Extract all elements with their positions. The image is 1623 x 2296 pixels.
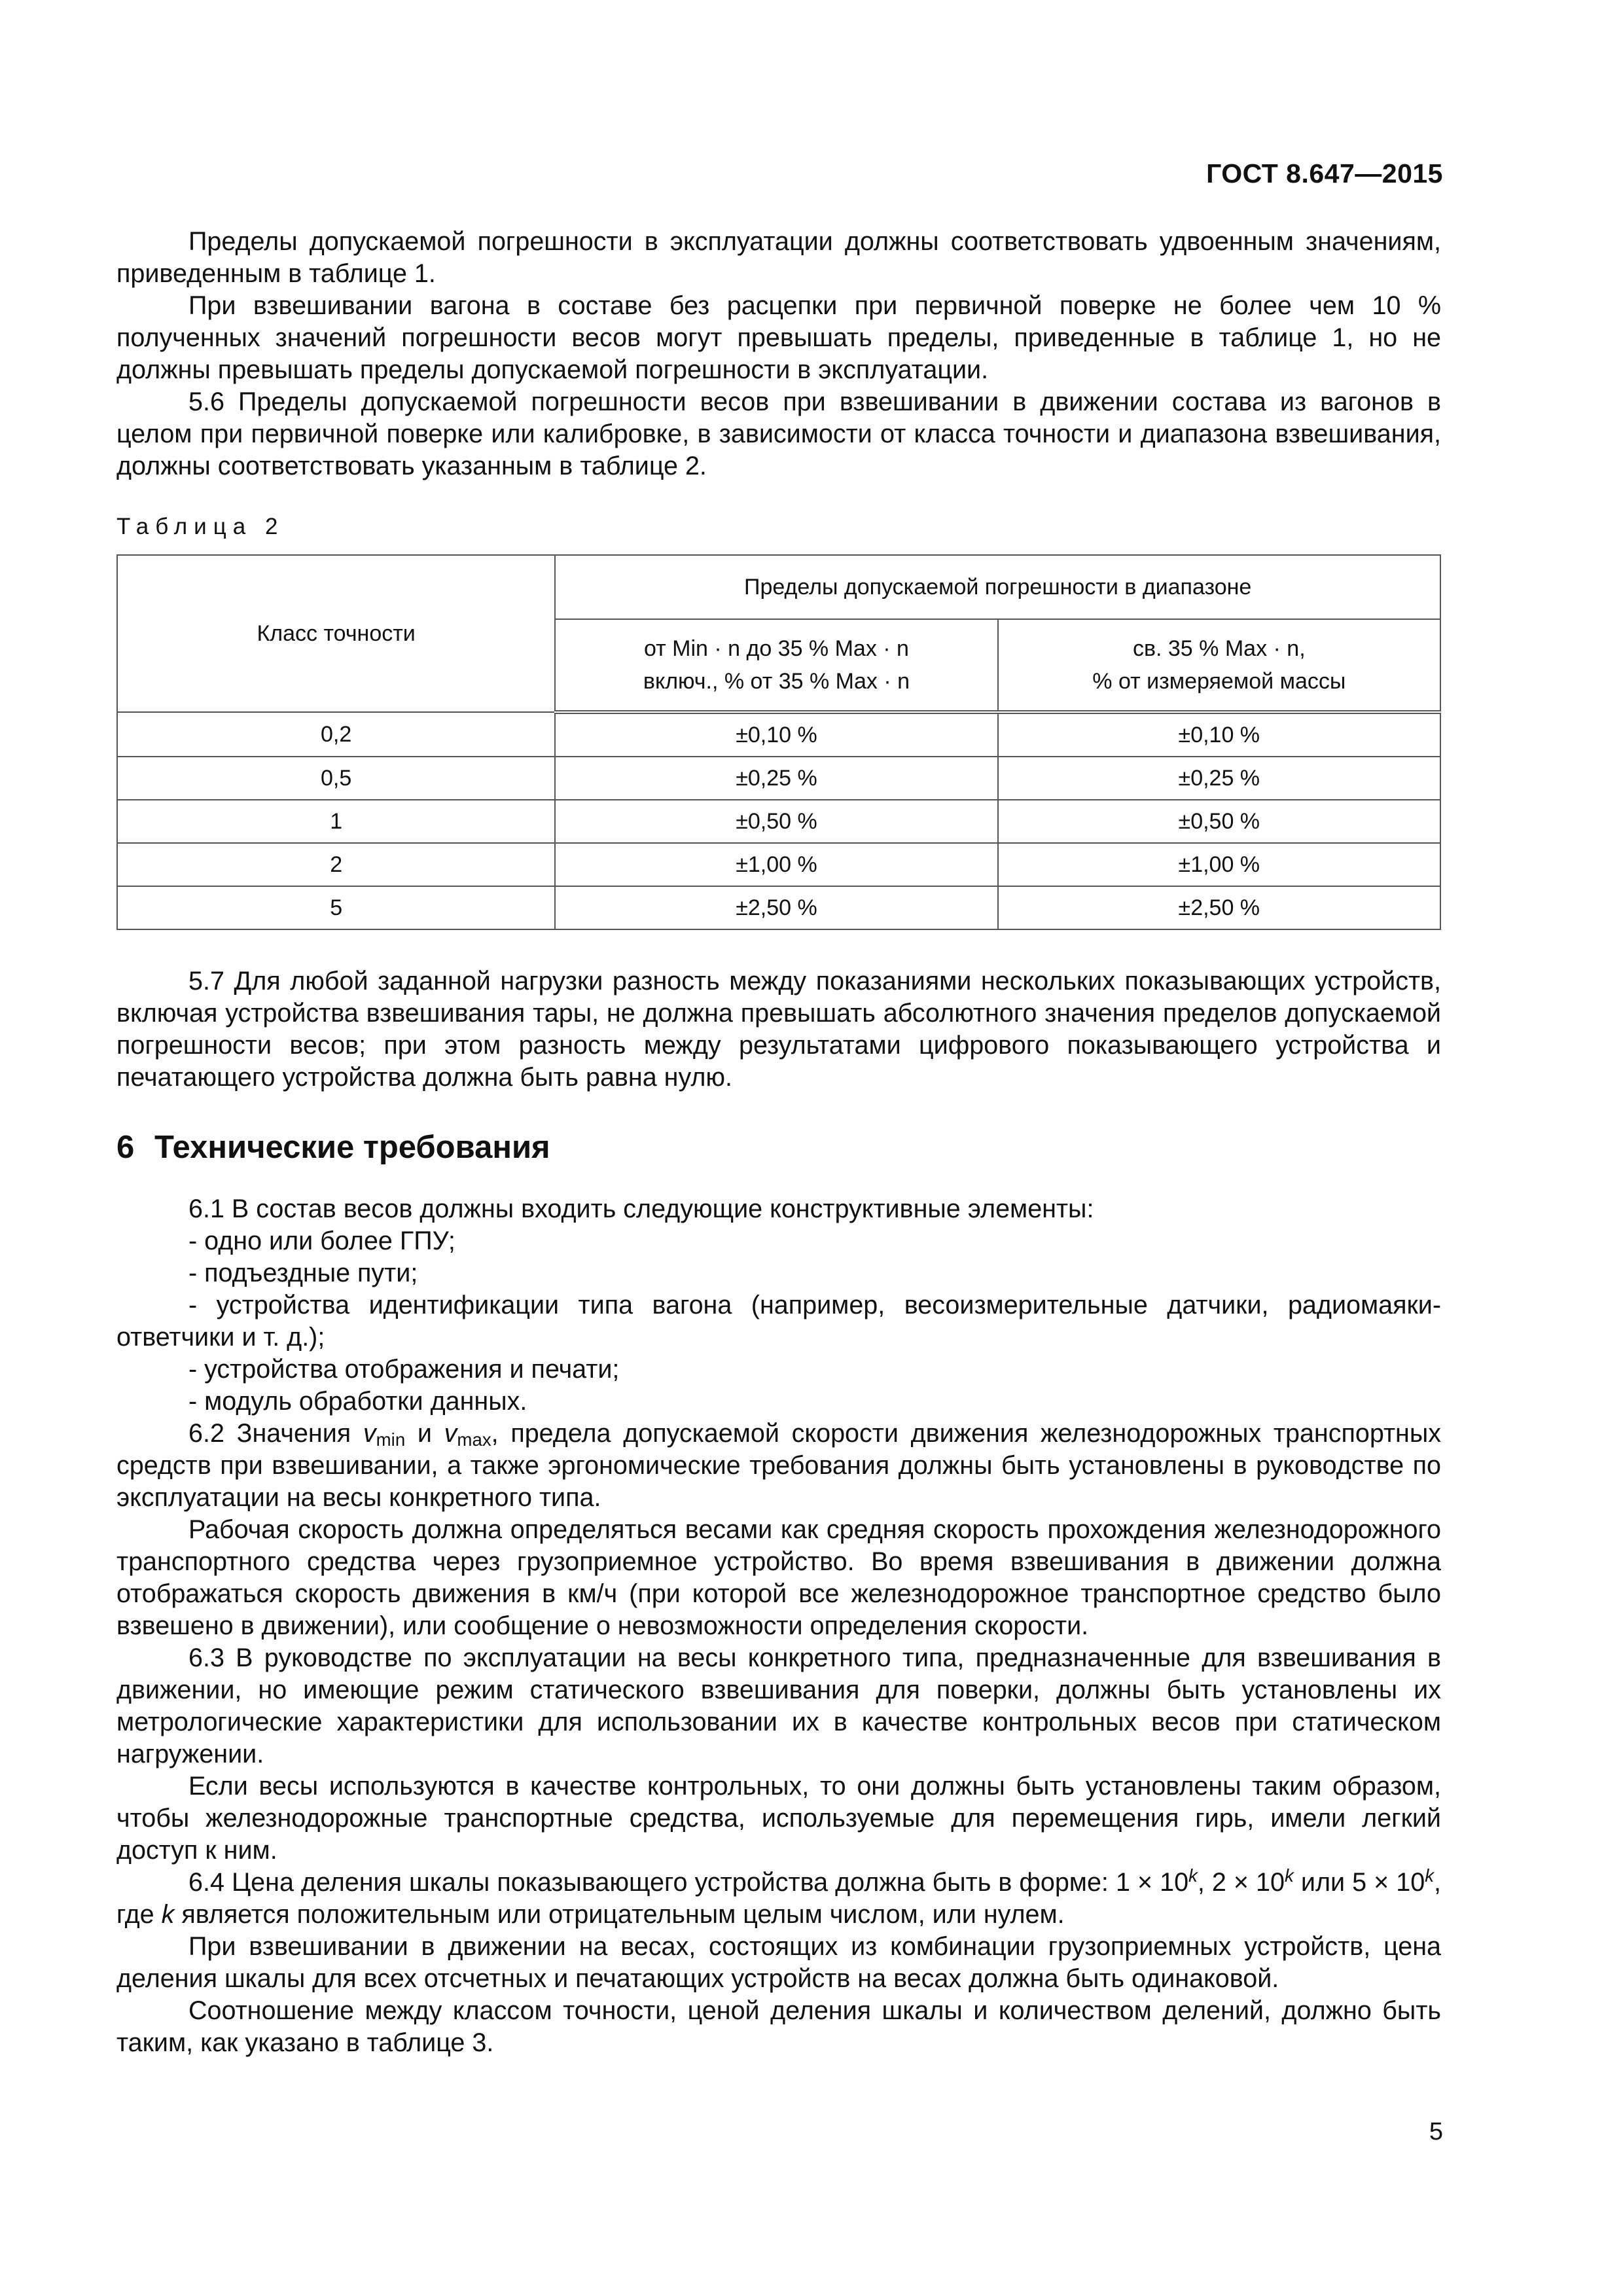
paragraph: Соотношение между классом точности, ценой деления шкалы и количеством делений, должно быть таким, как указано в таблице 3. (116, 1996, 1441, 2057)
cell-class: 1 (117, 800, 555, 843)
header-error-limits: Пределы допускаемой погрешности в диапазоне (555, 555, 1440, 619)
table-row (117, 843, 1440, 886)
table-2 (116, 554, 1441, 930)
cell-low-range: ±2,50 % (555, 886, 997, 929)
cell-class: 2 (117, 843, 555, 886)
paragraph: Пределы допускаемой погрешности в эксплуатации должны соответствовать удвоенным значениям, приведенным в таблице 1. (116, 227, 1441, 288)
header-accuracy-class: Класс точности (117, 555, 555, 712)
paragraph: Рабочая скорость должна определяться весами как средняя скорость прохождения железнодорожного транспортного средства через грузоприемное устройство. Во время взвешивания в движении должна отображаться скорость движения в км/ч (при которой все железнодорожное транспортное средство было взвешено в движении), или сообщение о невозможности определения скорости. (116, 1515, 1441, 1640)
cell-low-range: ±0,50 % (555, 800, 997, 843)
paragraph-6-1: 6.1 В состав весов должны входить следующие конструктивные элементы: (188, 1194, 1094, 1223)
paragraph: Если весы используются в качестве контрольных, то они должны быть установлены таким образом, чтобы железнодорожные транспортные средства, используемые для перемещения гирь, имели легкий доступ к ним. (116, 1772, 1441, 1865)
cell-class: 5 (117, 886, 555, 929)
document-code-header: ГОСТ 8.647—2015 (1206, 158, 1443, 188)
paragraph-6-3: 6.3 В руководстве по эксплуатации на весы конкретного типа, предназначенные для взвешивания в движении, но имеющие режим статического взвешивания для поверки, должны быть установлены их метрологические характеристики для использовании их в качестве контрольных весов при статическом нагружении. (116, 1643, 1441, 1768)
cell-high-range: ±0,25 % (998, 757, 1440, 800)
section-heading-6: 6 Технические требования (116, 1130, 550, 1165)
paragraph-5-7: 5.7 Для любой заданной нагрузки разность между показаниями нескольких показывающих устройств, включая устройства взвешивания тары, не должна превышать абсолютного значения пределов допускаемой погрешности весов; при этом разность между результатами цифрового показывающего устройства и печатающего устройства должна быть равна нулю. (116, 967, 1441, 1092)
table-row (117, 886, 1440, 929)
list-item: - устройства идентификации типа вагона (например, весоизмерительные датчики, радиомаяки-ответчики и т. д.); (116, 1291, 1441, 1352)
list-item: - подъездные пути; (188, 1259, 418, 1287)
list-item: - одно или более ГПУ; (188, 1227, 455, 1255)
cell-class: 0,5 (117, 757, 555, 800)
table-caption: Таблица 2 (116, 514, 285, 539)
cell-high-range: ±2,50 % (998, 886, 1440, 929)
list-item: - устройства отображения и печати; (188, 1355, 620, 1384)
page-number: 5 (1429, 2118, 1443, 2145)
table-row (117, 757, 1440, 800)
paragraph: При взвешивании вагона в составе без расцепки при первичной поверке не более чем 10 % полученных значений погрешности весов могут превышать пределы, приведенные в таблице 1, но не должны превышать пределы допускаемой погрешности в эксплуатации. (116, 291, 1441, 384)
cell-low-range: ±0,10 % (555, 712, 997, 757)
table-row (117, 712, 1440, 757)
cell-low-range: ±1,00 % (555, 843, 997, 886)
header-range-low: от Min · n до 35 % Max · n включ., % от 35 % Max · n (555, 619, 997, 712)
paragraph-6-4: 6.4 Цена деления шкалы показывающего устройства должна быть в форме: $1 \times 10^k$, $2 \times 10^k$ или $5 \times 10^k$, где k является положительным или отрицательным целым числом, или нулем. (116, 1865, 1442, 1929)
list-item: - модуль обработки данных. (188, 1387, 527, 1416)
cell-high-range: ±0,50 % (998, 800, 1440, 843)
page-body (116, 226, 1441, 2059)
paragraph-6-2: 6.2 Значения $v_{min}$ и $v_{max}$, предела допускаемой скорости движения железнодорожных транспортных средств при взвешивании, а также эргономические требования должны быть установлены в руководстве по эксплуатации на весы конкретного типа. (116, 1419, 1441, 1512)
cell-high-range: ±1,00 % (998, 843, 1440, 886)
cell-class: 0,2 (117, 712, 555, 757)
header-range-high: св. 35 % Max · n, % от измеряемой массы (998, 619, 1440, 712)
cell-low-range: ±0,25 % (555, 757, 997, 800)
cell-high-range: ±0,10 % (998, 712, 1440, 757)
paragraph: При взвешивании в движении на весах, состоящих из комбинации грузоприемных устройств, цена деления шкалы для всех отсчетных и печатающих устройств на весах должна быть одинаковой. (116, 1932, 1441, 1993)
paragraph-5-6: 5.6 Пределы допускаемой погрешности весов при взвешивании в движении состава из вагонов в целом при первичной поверке или калибровке, в зависимости от класса точности и диапазона взвешивания, должны соответствовать указанным в таблице 2. (116, 387, 1441, 480)
table-row (117, 800, 1440, 843)
